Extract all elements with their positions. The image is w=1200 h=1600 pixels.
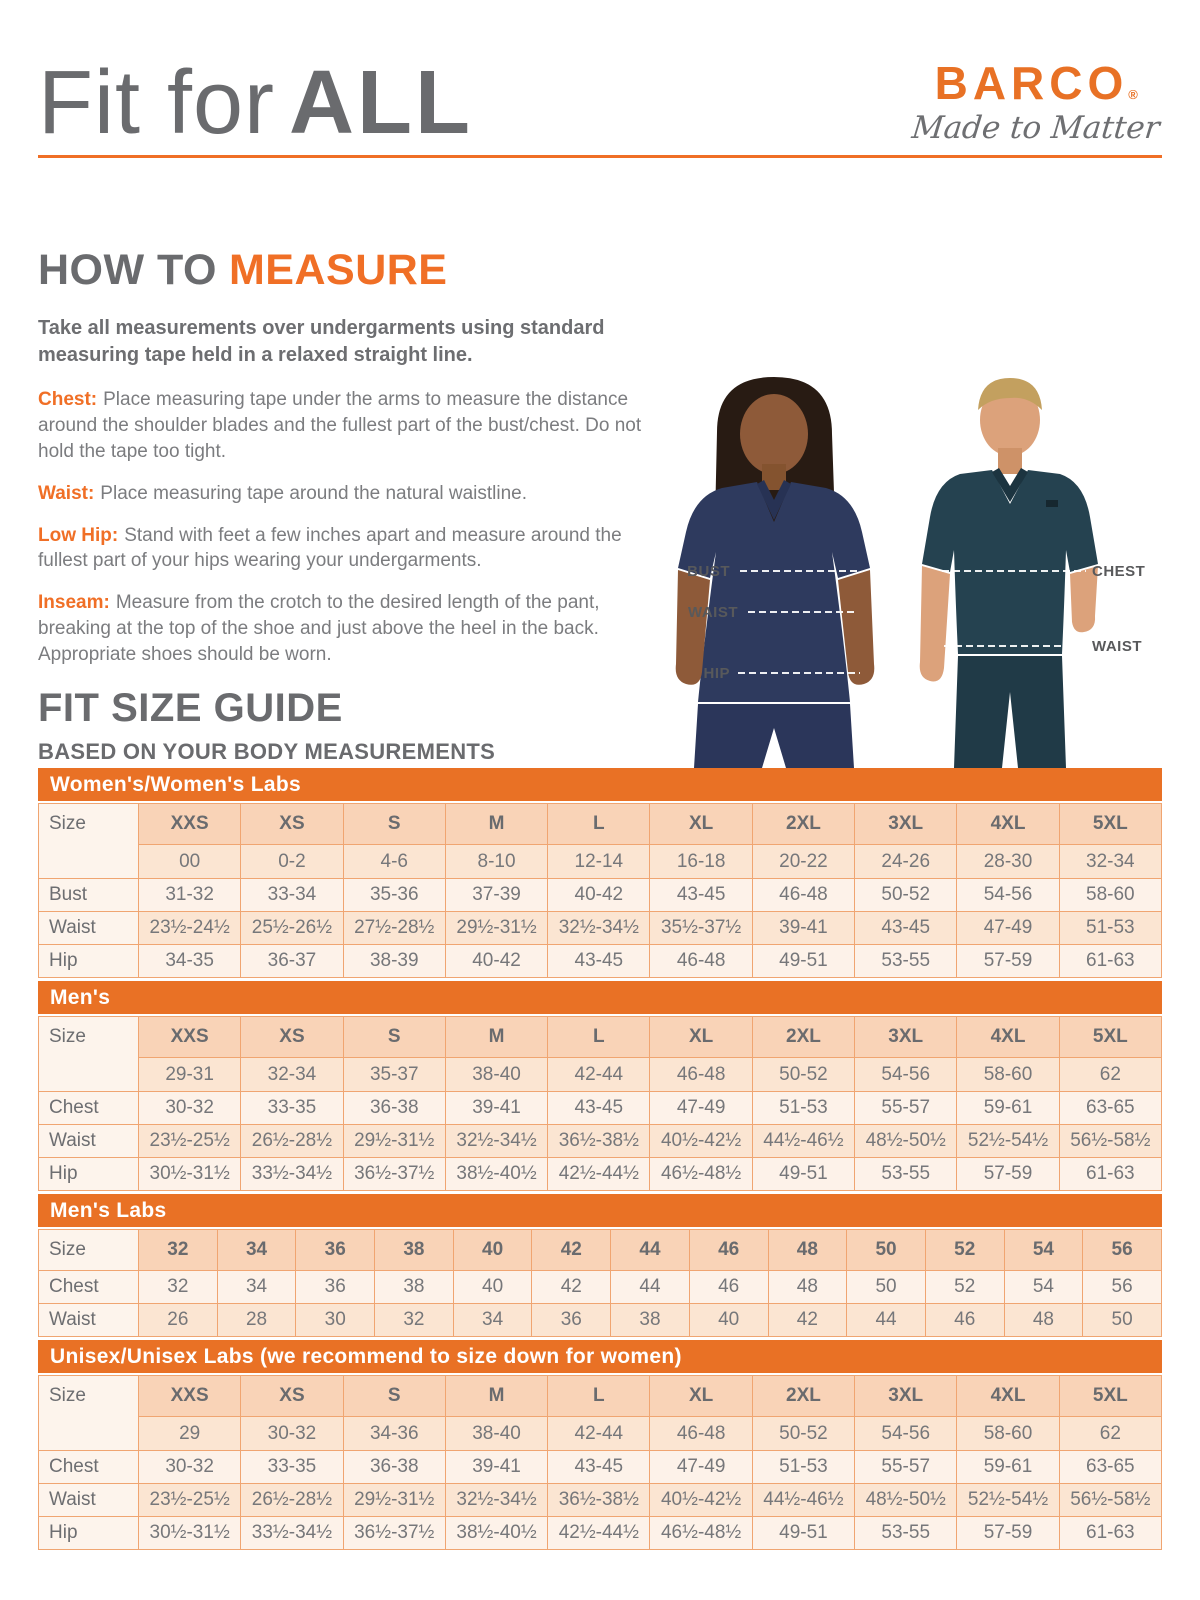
measurement-cell: 43-45 — [855, 912, 957, 945]
size-column-header: 5XL — [1059, 804, 1161, 845]
models-photo — [622, 372, 1200, 768]
measurement-row-label: Waist — [39, 912, 139, 945]
measurement-cell: 34-35 — [139, 945, 241, 978]
numeric-sizes-row — [39, 1417, 1162, 1451]
measurement-row-label: Bust — [39, 879, 139, 912]
numeric-size-cell: 50-52 — [752, 1417, 854, 1451]
measurement-cell: 44 — [611, 1271, 690, 1304]
size-table-grid — [38, 1229, 1162, 1337]
bust-label: BUST — [687, 563, 730, 580]
measurement-cell: 39-41 — [752, 912, 854, 945]
measurement-cell: 49-51 — [752, 1158, 854, 1191]
measurement-cell: 43-45 — [650, 879, 752, 912]
size-column-header: M — [445, 1376, 547, 1417]
measurement-cell: 53-55 — [855, 1158, 957, 1191]
numeric-sizes-row — [39, 1058, 1162, 1092]
measurement-cell: 40 — [689, 1304, 768, 1337]
numeric-size-cell: 4-6 — [343, 845, 445, 879]
numeric-size-cell: 54-56 — [855, 1058, 957, 1092]
measurement-cell: 51-53 — [752, 1451, 854, 1484]
size-column-header: L — [548, 1376, 650, 1417]
measurement-cell: 42½-44½ — [548, 1517, 650, 1550]
numeric-size-cell: 58-60 — [957, 1417, 1059, 1451]
measurement-cell: 29½-31½ — [343, 1484, 445, 1517]
fit-size-guide-heading: FIT SIZE GUIDE — [38, 686, 343, 730]
size-table-grid — [38, 1016, 1162, 1191]
measurement-cell: 30½-31½ — [139, 1517, 241, 1550]
measurement-cell: 61-63 — [1059, 1517, 1161, 1550]
measurement-cell: 32 — [139, 1271, 218, 1304]
measurement-cell: 33½-34½ — [241, 1158, 343, 1191]
size-row-label: Size — [39, 1230, 139, 1271]
numeric-size-cell: 32-34 — [241, 1058, 343, 1092]
size-column-header: L — [548, 804, 650, 845]
size-column-header: 56 — [1083, 1230, 1162, 1271]
measurement-cell: 46-48 — [752, 879, 854, 912]
size-column-header: 3XL — [855, 804, 957, 845]
size-table-mens-labs — [38, 1194, 1162, 1337]
measurement-cell: 48 — [1004, 1304, 1083, 1337]
measurement-cell: 38 — [375, 1271, 454, 1304]
measurement-cell: 26½-28½ — [241, 1125, 343, 1158]
numeric-size-cell: 12-14 — [548, 845, 650, 879]
size-column-header: M — [445, 804, 547, 845]
fit-size-guide-subheading: BASED ON YOUR BODY MEASUREMENTS — [38, 739, 496, 764]
measurement-cell: 37-39 — [445, 879, 547, 912]
size-table-womens — [38, 768, 1162, 978]
measurement-cell: 46½-48½ — [650, 1158, 752, 1191]
measurement-cell: 47-49 — [957, 912, 1059, 945]
measurement-cell: 42 — [768, 1304, 847, 1337]
measurement-cell: 57-59 — [957, 945, 1059, 978]
size-column-header: 36 — [296, 1230, 375, 1271]
page-title-bold: ALL — [289, 53, 473, 153]
measurement-cell: 40½-42½ — [650, 1484, 752, 1517]
size-column-header: XL — [650, 804, 752, 845]
numeric-size-cell: 8-10 — [445, 845, 547, 879]
size-row-label: Size — [39, 1017, 139, 1092]
numeric-size-cell: 62 — [1059, 1417, 1161, 1451]
measurement-cell: 51-53 — [752, 1092, 854, 1125]
measurement-row — [39, 1484, 1162, 1517]
measurement-cell: 32 — [375, 1304, 454, 1337]
measurement-cell: 43-45 — [548, 945, 650, 978]
size-column-header: 3XL — [855, 1376, 957, 1417]
measurement-row — [39, 1304, 1162, 1337]
size-column-header: 46 — [689, 1230, 768, 1271]
measurement-cell: 61-63 — [1059, 945, 1161, 978]
measurement-cell: 51-53 — [1059, 912, 1161, 945]
size-column-header: 5XL — [1059, 1376, 1161, 1417]
fit-size-guide-section — [38, 686, 495, 765]
table-header-row — [39, 804, 1162, 845]
table-title-banner: Men's — [38, 981, 1162, 1014]
measurement-cell: 49-51 — [752, 1517, 854, 1550]
measurement-row-label: Chest — [39, 1092, 139, 1125]
measurement-cell: 29½-31½ — [445, 912, 547, 945]
size-column-header: 4XL — [957, 1376, 1059, 1417]
measurement-cell: 52½-54½ — [957, 1125, 1059, 1158]
measurement-cell: 23½-25½ — [139, 1125, 241, 1158]
measurement-cell: 56 — [1083, 1271, 1162, 1304]
measurement-cell: 40-42 — [445, 945, 547, 978]
measurement-cell: 34 — [453, 1304, 532, 1337]
measurement-cell: 42 — [532, 1271, 611, 1304]
measurement-row-label: Hip — [39, 1158, 139, 1191]
size-column-header: 48 — [768, 1230, 847, 1271]
numeric-size-cell: 32-34 — [1059, 845, 1161, 879]
measurement-cell: 33½-34½ — [241, 1517, 343, 1550]
size-column-header: XL — [650, 1017, 752, 1058]
numeric-size-cell: 16-18 — [650, 845, 752, 879]
man-figure — [920, 378, 1098, 768]
measurement-cell: 33-34 — [241, 879, 343, 912]
numeric-size-cell: 38-40 — [445, 1058, 547, 1092]
measurement-cell: 54-56 — [957, 879, 1059, 912]
numeric-size-cell: 24-26 — [855, 845, 957, 879]
barco-tagline: Made to Matter — [910, 110, 1162, 146]
table-title-banner: Men's Labs — [38, 1194, 1162, 1227]
barco-wordmark: BARCO® — [934, 57, 1138, 109]
measurement-cell: 55-57 — [855, 1451, 957, 1484]
measurement-row — [39, 1158, 1162, 1191]
measurement-cell: 38-39 — [343, 945, 445, 978]
measurement-cell: 36-37 — [241, 945, 343, 978]
measurement-cell: 38½-40½ — [445, 1158, 547, 1191]
measurement-cell: 54 — [1004, 1271, 1083, 1304]
measurement-cell: 43-45 — [548, 1092, 650, 1125]
measurement-cell: 46½-48½ — [650, 1517, 752, 1550]
size-column-header: 44 — [611, 1230, 690, 1271]
page-title-regular: Fit for — [38, 53, 276, 153]
size-column-header: XL — [650, 1376, 752, 1417]
measurement-cell: 27½-28½ — [343, 912, 445, 945]
numeric-size-cell: 29-31 — [139, 1058, 241, 1092]
measurement-cell: 52½-54½ — [957, 1484, 1059, 1517]
numeric-size-cell: 42-44 — [548, 1058, 650, 1092]
measurement-cell: 23½-24½ — [139, 912, 241, 945]
measurement-cell: 48½-50½ — [855, 1484, 957, 1517]
measurement-cell: 23½-25½ — [139, 1484, 241, 1517]
size-column-header: 5XL — [1059, 1017, 1161, 1058]
orange-divider-rule — [38, 155, 1162, 158]
measure-item-inseam: Inseam: Measure from the crotch to the desired length of the pant, breaking at the top of the shoe and just above the heel in the back. Appropriate shoes should be worn. — [38, 592, 600, 665]
size-column-header: S — [343, 1376, 445, 1417]
measurement-row — [39, 1271, 1162, 1304]
chest-label: CHEST — [1092, 563, 1146, 580]
hip-label: HIP — [703, 665, 730, 682]
how-to-measure-section — [38, 246, 652, 684]
numeric-size-cell: 34-36 — [343, 1417, 445, 1451]
measurement-cell: 58-60 — [1059, 879, 1161, 912]
measurement-row — [39, 1092, 1162, 1125]
numeric-size-cell: 35-37 — [343, 1058, 445, 1092]
registered-trademark-icon: ® — [1128, 87, 1138, 102]
numeric-size-cell: 50-52 — [752, 1058, 854, 1092]
size-row-label: Size — [39, 1376, 139, 1451]
size-column-header: 2XL — [752, 1017, 854, 1058]
measurement-cell: 38 — [611, 1304, 690, 1337]
measurement-cell: 59-61 — [957, 1451, 1059, 1484]
size-column-header: XS — [241, 1376, 343, 1417]
measurement-row-label: Waist — [39, 1484, 139, 1517]
table-header-row — [39, 1230, 1162, 1271]
measurement-cell: 40-42 — [548, 879, 650, 912]
measurement-cell: 31-32 — [139, 879, 241, 912]
size-table-unisex — [38, 1340, 1162, 1550]
measurement-cell: 46 — [925, 1304, 1004, 1337]
measure-item-low-hip: Low Hip: Stand with feet a few inches apart and measure around the fullest part of your hips wearing your undergarments. — [38, 524, 622, 572]
measurement-cell: 39-41 — [445, 1092, 547, 1125]
measurement-cell: 29½-31½ — [343, 1125, 445, 1158]
measurement-cell: 33-35 — [241, 1451, 343, 1484]
measurement-row-label: Hip — [39, 945, 139, 978]
measurement-cell: 36½-37½ — [343, 1517, 445, 1550]
measurement-row — [39, 945, 1162, 978]
measurement-cell: 59-61 — [957, 1092, 1059, 1125]
measurement-cell: 48½-50½ — [855, 1125, 957, 1158]
measurement-row — [39, 879, 1162, 912]
numeric-size-cell: 54-56 — [855, 1417, 957, 1451]
measurement-cell: 44½-46½ — [752, 1484, 854, 1517]
measurement-cell: 47-49 — [650, 1451, 752, 1484]
measurement-cell: 32½-34½ — [548, 912, 650, 945]
table-header-row — [39, 1017, 1162, 1058]
measurement-cell: 43-45 — [548, 1451, 650, 1484]
size-table-grid — [38, 803, 1162, 978]
measurement-cell: 57-59 — [957, 1158, 1059, 1191]
measure-item-chest: Chest: Place measuring tape under the arms to measure the distance around the shoulder blades and the fullest part of the bust/chest. Do not hold the tape too tight. — [38, 389, 642, 462]
measurement-cell: 36 — [532, 1304, 611, 1337]
measurement-cell: 38½-40½ — [445, 1517, 547, 1550]
table-title-banner: Women's/Women's Labs — [38, 768, 1162, 801]
measurement-cell: 57-59 — [957, 1517, 1059, 1550]
numeric-size-cell: 46-48 — [650, 1417, 752, 1451]
numeric-size-cell: 42-44 — [548, 1417, 650, 1451]
measurement-cell: 63-65 — [1059, 1451, 1161, 1484]
numeric-size-cell: 58-60 — [957, 1058, 1059, 1092]
measurement-cell: 32½-34½ — [445, 1484, 547, 1517]
measurement-cell: 25½-26½ — [241, 912, 343, 945]
size-tables — [38, 768, 1162, 1553]
numeric-size-cell: 62 — [1059, 1058, 1161, 1092]
measurement-cell: 53-55 — [855, 1517, 957, 1550]
measurement-cell: 48 — [768, 1271, 847, 1304]
measurement-cell: 36 — [296, 1271, 375, 1304]
size-table-grid — [38, 1375, 1162, 1550]
measurement-cell: 44½-46½ — [752, 1125, 854, 1158]
size-row-label: Size — [39, 804, 139, 879]
size-column-header: 52 — [925, 1230, 1004, 1271]
size-column-header: 38 — [375, 1230, 454, 1271]
measurement-cell: 30-32 — [139, 1092, 241, 1125]
measurement-cell: 50 — [1083, 1304, 1162, 1337]
measurement-row — [39, 1451, 1162, 1484]
measurement-row-label: Waist — [39, 1125, 139, 1158]
numeric-size-cell: 46-48 — [650, 1058, 752, 1092]
measurement-cell: 42½-44½ — [548, 1158, 650, 1191]
size-column-header: 2XL — [752, 1376, 854, 1417]
measurement-cell: 36-38 — [343, 1451, 445, 1484]
measurement-row — [39, 1517, 1162, 1550]
measurement-cell: 44 — [847, 1304, 926, 1337]
size-column-header: M — [445, 1017, 547, 1058]
measurement-cell: 34 — [217, 1271, 296, 1304]
numeric-size-cell: 30-32 — [241, 1417, 343, 1451]
measurement-row-label: Waist — [39, 1304, 139, 1337]
measurement-row — [39, 912, 1162, 945]
measurement-cell: 50-52 — [855, 879, 957, 912]
size-column-header: 40 — [453, 1230, 532, 1271]
size-column-header: 4XL — [957, 804, 1059, 845]
measure-item-waist: Waist: Place measuring tape around the natural waistline. — [38, 482, 527, 504]
measurement-cell: 56½-58½ — [1059, 1484, 1161, 1517]
measurement-cell: 52 — [925, 1271, 1004, 1304]
size-column-header: S — [343, 1017, 445, 1058]
numeric-size-cell: 38-40 — [445, 1417, 547, 1451]
size-column-header: 54 — [1004, 1230, 1083, 1271]
size-column-header: 42 — [532, 1230, 611, 1271]
size-column-header: 3XL — [855, 1017, 957, 1058]
size-column-header: XS — [241, 804, 343, 845]
measurement-cell: 33-35 — [241, 1092, 343, 1125]
size-column-header: 50 — [847, 1230, 926, 1271]
numeric-size-cell: 20-22 — [752, 845, 854, 879]
measurement-cell: 55-57 — [855, 1092, 957, 1125]
measurement-cell: 39-41 — [445, 1451, 547, 1484]
measurement-cell: 56½-58½ — [1059, 1125, 1161, 1158]
size-column-header: XXS — [139, 1376, 241, 1417]
measurement-row-label: Chest — [39, 1451, 139, 1484]
size-column-header: S — [343, 804, 445, 845]
measurement-cell: 30-32 — [139, 1451, 241, 1484]
barco-logo — [910, 57, 1162, 146]
size-column-header: 34 — [217, 1230, 296, 1271]
measurement-cell: 50 — [847, 1271, 926, 1304]
table-title-banner: Unisex/Unisex Labs (we recommend to size down for women) — [38, 1340, 1162, 1373]
measurement-cell: 53-55 — [855, 945, 957, 978]
how-to-measure-heading: HOW TO MEASURE — [38, 246, 448, 294]
numeric-sizes-row — [39, 845, 1162, 879]
size-column-header: 2XL — [752, 804, 854, 845]
measurement-cell: 32½-34½ — [445, 1125, 547, 1158]
measurement-cell: 40 — [453, 1271, 532, 1304]
measurement-cell: 47-49 — [650, 1092, 752, 1125]
measurement-cell: 26½-28½ — [241, 1484, 343, 1517]
measurement-cell: 35½-37½ — [650, 912, 752, 945]
man-waist-label: WAIST — [1092, 638, 1142, 655]
measurement-cell: 46 — [689, 1271, 768, 1304]
numeric-size-cell: 29 — [139, 1417, 241, 1451]
measurement-cell: 30½-31½ — [139, 1158, 241, 1191]
size-column-header: 4XL — [957, 1017, 1059, 1058]
measurement-cell: 35-36 — [343, 879, 445, 912]
numeric-size-cell: 0-2 — [241, 845, 343, 879]
measurement-row-label: Hip — [39, 1517, 139, 1550]
measurement-cell: 30 — [296, 1304, 375, 1337]
woman-waist-label: WAIST — [688, 604, 738, 621]
measure-intro: Take all measurements over undergarments using standard measuring tape held in a relaxed straight line. — [38, 317, 605, 366]
measurement-row-label: Chest — [39, 1271, 139, 1304]
measurement-cell: 28 — [217, 1304, 296, 1337]
size-column-header: XS — [241, 1017, 343, 1058]
measurement-cell: 40½-42½ — [650, 1125, 752, 1158]
measurement-cell: 36½-38½ — [548, 1484, 650, 1517]
numeric-size-cell: 00 — [139, 845, 241, 879]
numeric-size-cell: 28-30 — [957, 845, 1059, 879]
measurement-cell: 36½-37½ — [343, 1158, 445, 1191]
measurement-cell: 49-51 — [752, 945, 854, 978]
measurement-cell: 63-65 — [1059, 1092, 1161, 1125]
measurement-row — [39, 1125, 1162, 1158]
size-table-mens — [38, 981, 1162, 1191]
size-column-header: XXS — [139, 804, 241, 845]
table-header-row — [39, 1376, 1162, 1417]
measurement-cell: 36-38 — [343, 1092, 445, 1125]
measurement-cell: 26 — [139, 1304, 218, 1337]
size-column-header: XXS — [139, 1017, 241, 1058]
models-illustration — [622, 372, 1200, 768]
measurement-cell: 36½-38½ — [548, 1125, 650, 1158]
page-title — [38, 52, 473, 155]
size-column-header: L — [548, 1017, 650, 1058]
measurement-cell: 61-63 — [1059, 1158, 1161, 1191]
size-column-header: 32 — [139, 1230, 218, 1271]
measurement-cell: 46-48 — [650, 945, 752, 978]
